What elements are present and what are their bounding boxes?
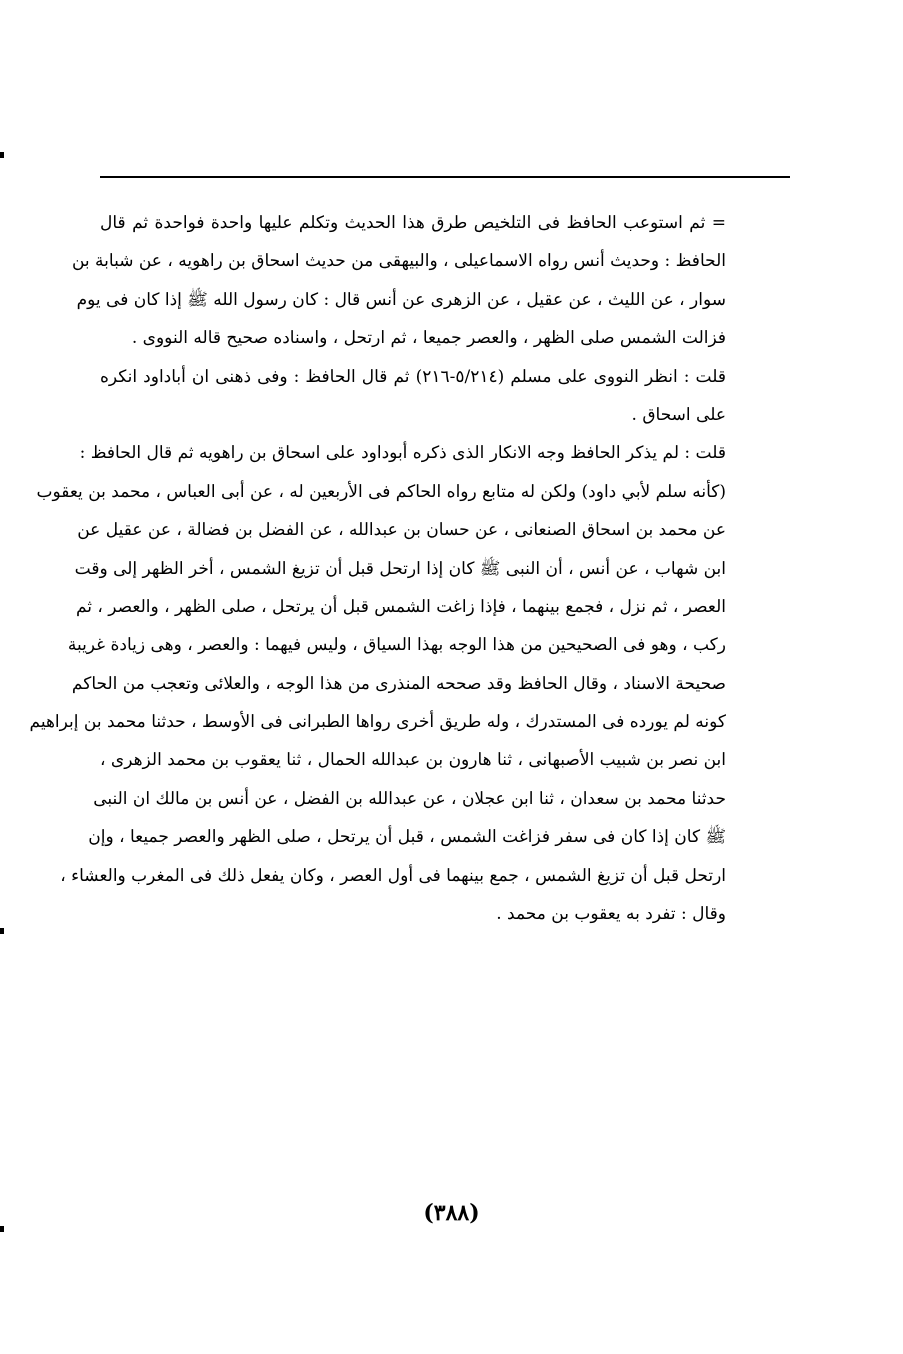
text-line: على اسحاق . <box>631 404 726 425</box>
text-line: = ثم استوعب الحافظ فى التلخيص طرق هذا الحديث وتكلم عليها واحدة فواحدة ثم قال <box>100 213 726 233</box>
text-line: قلت : لم يذكر الحافظ وجه الانكار الذى ذكره أبوداود على اسحاق بن راهويه ثم قال الحافظ : <box>79 443 726 464</box>
text-line: ﷺ كان إذا كان فى سفر فزاغت الشمس ، قبل أن يرتحل ، صلى الظهر والعصر جميعا ، وإن <box>88 827 726 848</box>
text-line: سوار ، عن الليث ، عن عقيل ، عن الزهرى عن أنس قال : كان رسول الله ﷺ إذا كان فى يوم <box>76 289 726 310</box>
text-line: وقال : تفرد به يعقوب بن محمد . <box>496 904 726 925</box>
text-line: صحيحة الاسناد ، وقال الحافظ وقد صححه المنذرى من هذا الوجه ، والعلائى وتعجب من الحاكم <box>71 673 726 694</box>
page-number: (٣٨٨) <box>423 1200 480 1226</box>
text-line: كونه لم يورده فى المستدرك ، وله طريق أخرى رواها الطبرانى فى الأوسط ، حدثنا محمد بن إبراهيم <box>29 712 726 733</box>
text-line: ابن شهاب ، عن أنس ، أن النبى ﷺ كان إذا ارتحل قبل أن تزيغ الشمس ، أخر الظهر إلى وقت <box>74 558 726 579</box>
text-line: العصر ، ثم نزل ، فجمع بينهما ، فإذا زاغت الشمس قبل أن يرتحل ، صلى الظهر ، والعصر ، ثم <box>75 596 726 617</box>
scan-mark <box>0 152 4 158</box>
text-line: ركب ، وهو فى الصحيحين من هذا الوجه بهذا السياق ، وليس فيهما : والعصر ، وهى زيادة غريبة <box>67 635 726 656</box>
text-line: فزالت الشمس صلى الظهر ، والعصر جميعا ، ثم ارتحل ، واسناده صحيح قاله النووى . <box>131 328 726 349</box>
text-line: ارتحل قبل أن تزيغ الشمس ، جمع بينهما فى أول العصر ، وكان يفعل ذلك فى المغرب والعشاء ، <box>60 865 726 886</box>
footnote-text <box>29 204 727 933</box>
text-line: الحافظ : وحديث أنس رواه الاسماعيلى ، والبيهقى من حديث اسحاق بن راهويه ، عن شبابة بن <box>71 251 726 272</box>
text-line: (كأنه سلم لأبي داود) ولكن له متابع رواه الحاكم فى الأربعين له ، عن أبى العباس ، محمد بن يعقوب <box>36 481 726 502</box>
text-line: عن محمد بن اسحاق الصنعانى ، عن حسان بن عبدالله ، عن الفضل بن فضالة ، عن عقيل عن <box>77 520 726 541</box>
footnote-separator-rule <box>100 176 790 178</box>
text-line: حدثنا محمد بن سعدان ، ثنا ابن عجلان ، عن عبدالله بن الفضل ، عن أنس بن مالك ان النبى <box>93 788 726 809</box>
scan-mark <box>0 1226 4 1232</box>
text-line: ابن نصر بن شبيب الأصبهانى ، ثنا هارون بن عبدالله الحمال ، ثنا يعقوب بن محمد الزهرى ، <box>100 750 726 771</box>
scan-mark <box>0 928 4 934</box>
text-line: قلت : انظر النووى على مسلم (٥/٢١٤-٢١٦) ثم قال الحافظ : وفى ذهنى ان أباداود انكره <box>100 366 727 387</box>
